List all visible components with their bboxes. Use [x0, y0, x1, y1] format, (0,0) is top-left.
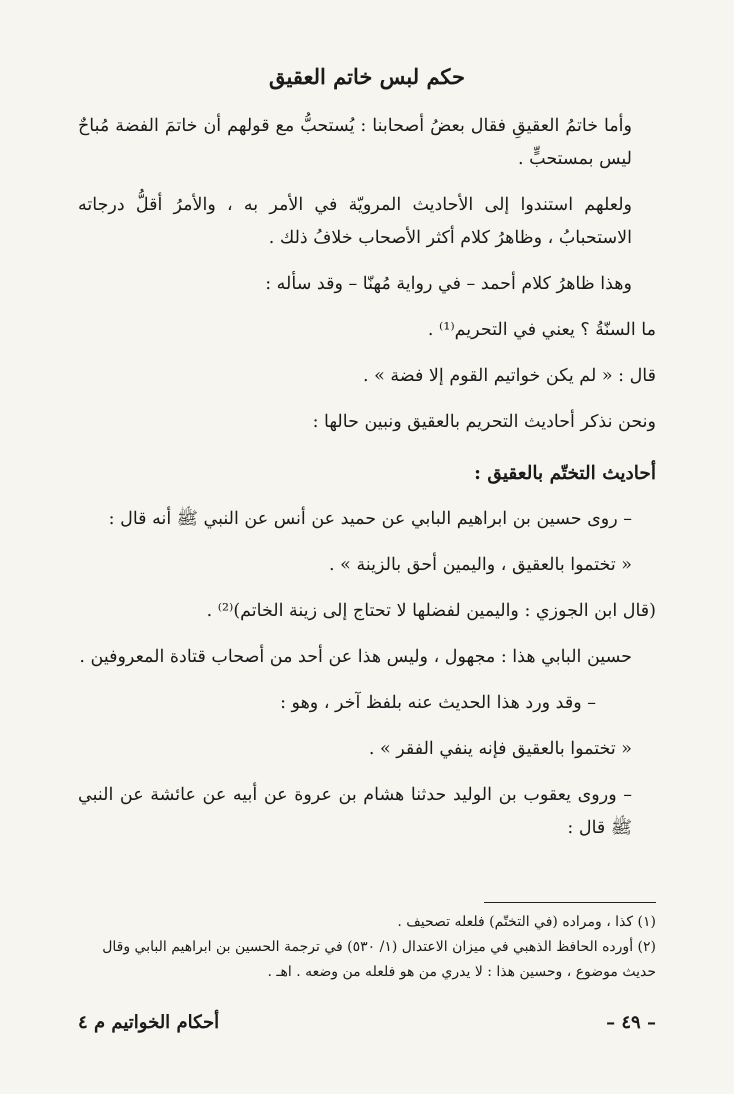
paragraph: – وروى يعقوب بن الوليد حدثنا هشام بن عروة عن أبيه عن عائشة عن النبي ﷺ قال :	[78, 785, 632, 838]
body-text	[78, 110, 656, 858]
footnote-divider	[484, 902, 656, 903]
quote: « تختموا بالعقيق فإنه ينفي الفقر » .	[368, 739, 632, 759]
footnote: (٢) أورده الحافظ الذهبي في ميزان الاعتدال (١/ ٥٣٠) في ترجمة الحسين بن ابراهيم البابي وقال حديث موضوع ، وحسين هذا : لا يدري من هو فلعله من وضعه . اهـ .	[102, 939, 656, 980]
paragraph: ما السنّةُ ؟ يعني في التحريم⁽¹⁾ .	[427, 320, 656, 340]
paragraph: حسين البابي هذا : مجهول ، وليس هذا عن أحد من أصحاب قتادة المعروفين .	[79, 647, 632, 667]
section-heading: أحاديث التختّم بالعقيق :	[474, 463, 656, 484]
paragraph: – وقد ورد هذا الحديث عنه بلفظ آخر ، وهو :	[280, 693, 596, 713]
paragraph: (قال ابن الجوزي : واليمين لفضلها لا تحتاج إلى زينة الخاتم)⁽²⁾ .	[206, 601, 656, 621]
paragraph: – روى حسين بن ابراهيم البابي عن حميد عن أنس عن النبي ﷺ أنه قال :	[108, 509, 632, 529]
page-footer	[78, 1012, 656, 1033]
quote: « تختموا بالعقيق ، واليمين أحق بالزينة » .	[329, 555, 632, 575]
paragraph: قال : « لم يكن خواتيم القوم إلا فضة » .	[363, 366, 656, 386]
footnote: (١) كذا ، ومراده (في التختّم) فلعله تصحيف .	[397, 914, 656, 930]
page-title: حكم لبس خاتم العقيق	[268, 64, 466, 89]
page-number: – ٤٩ –	[606, 1012, 656, 1033]
paragraph: ونحن نذكر أحاديث التحريم بالعقيق ونبين حالها :	[312, 412, 656, 432]
footnotes	[78, 910, 656, 985]
paragraph: ولعلهم استندوا إلى الأحاديث المرويّة في الأمر به ، والأمرُ أقلُّ درجاته الاستحبابُ ، وظاهرُ كلام أكثر الأصحاب خلافُ ذلك .	[78, 195, 632, 248]
running-footer-title: أحكام الخواتيم م ٤	[78, 1012, 220, 1033]
paragraph: وهذا ظاهرُ كلام أحمد – في رواية مُهنّا – وقد سأله :	[265, 274, 632, 294]
paragraph: وأما خاتمُ العقيقِ فقال بعضُ أصحابنا : يُستحبُّ مع قولهم أن خاتمَ الفضة مُباحٌ ليس بمستحبٍّ .	[78, 116, 632, 169]
